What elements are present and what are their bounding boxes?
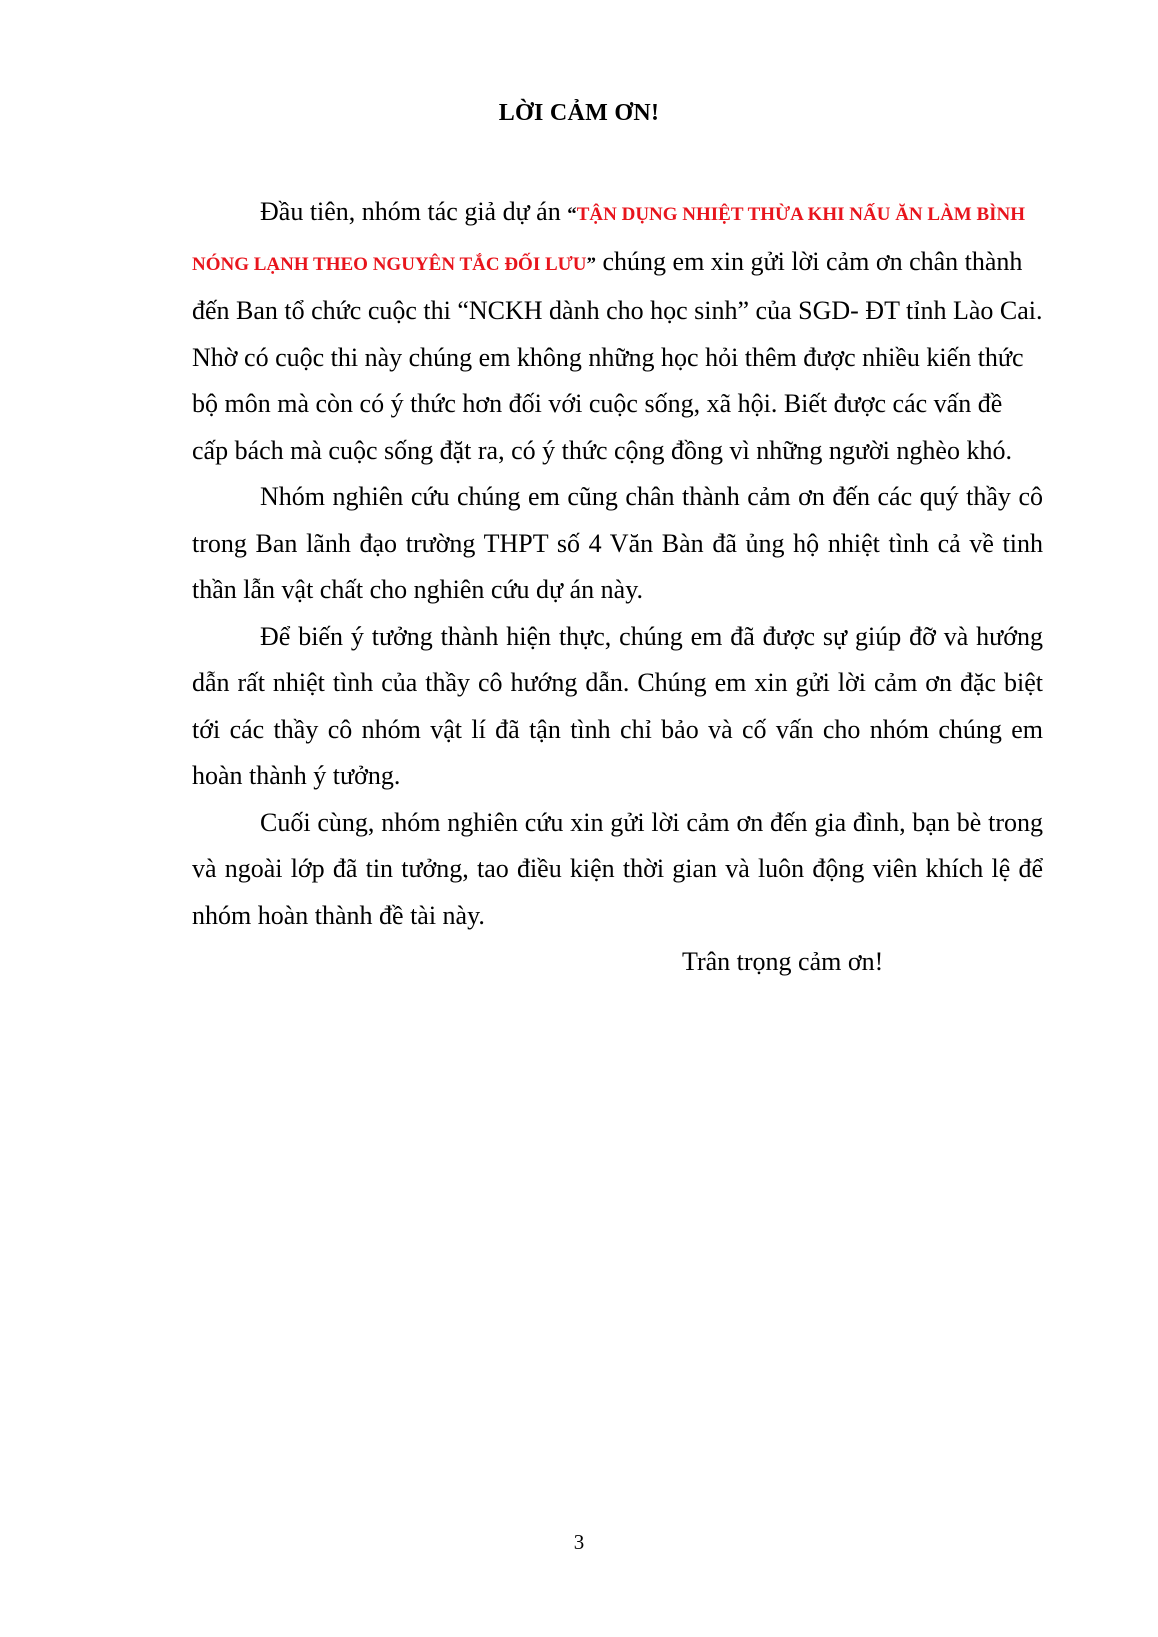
paragraph-1 (192, 189, 1043, 474)
close-quote: ” (586, 253, 596, 275)
paragraph-1-intro: Đầu tiên, nhóm tác giả dự án (260, 197, 568, 226)
closing-line: Trân trọng cảm ơn! (682, 947, 884, 976)
page-number: 3 (573, 1530, 585, 1554)
paragraph-4: Cuối cùng, nhóm nghiên cứu xin gửi lời cảm ơn đến gia đình, bạn bè trong và ngoài lớp đã tin tưởng, tao điều kiện thời gian và luôn động viên khích lệ để nhóm hoàn thành đề tài này. (192, 807, 1043, 930)
paragraph-3: Để biến ý tưởng thành hiện thực, chúng em đã được sự giúp đỡ và hướng dẫn rất nhiệt tình của thầy cô hướng dẫn. Chúng em xin gửi lời cảm ơn đặc biệt tới các thầy cô nhóm vật lí đã tận tình chỉ bảo và cố vấn cho nhóm chúng em hoàn thành ý tưởng. (192, 621, 1043, 790)
paragraph-1-rest: chúng em xin gửi lời cảm ơn chân thành đến Ban tổ chức cuộc thi “NCKH dành cho học sinh” của SGD- ĐT tỉnh Lào Cai. Nhờ có cuộc thi này chúng em không những học hỏi thêm được nhiều kiến thức bộ môn mà còn có ý thức hơn đối với cuộc sống, xã hội. Biết được các vấn đề cấp bách mà cuộc sống đặt ra, có ý thức cộng đồng vì những người nghèo khó. (192, 246, 1043, 465)
open-quote: “ (567, 204, 577, 225)
body-text (192, 189, 1043, 986)
page-title: LỜI CẢM ƠN! (498, 100, 660, 126)
project-title: TẬN DỤNG NHIỆT THỪA KHI NẤU ĂN LÀM BÌNH NÓNG LẠNH THEO NGUYÊN TẮC ĐỐI LƯU (192, 204, 1026, 275)
paragraph-2: Nhóm nghiên cứu chúng em cũng chân thành cảm ơn đến các quý thầy cô trong Ban lãnh đạo trường THPT số 4 Văn Bàn đã ủng hộ nhiệt tình cả về tinh thần lẫn vật chất cho nghiên cứu dự án này. (192, 482, 1043, 604)
